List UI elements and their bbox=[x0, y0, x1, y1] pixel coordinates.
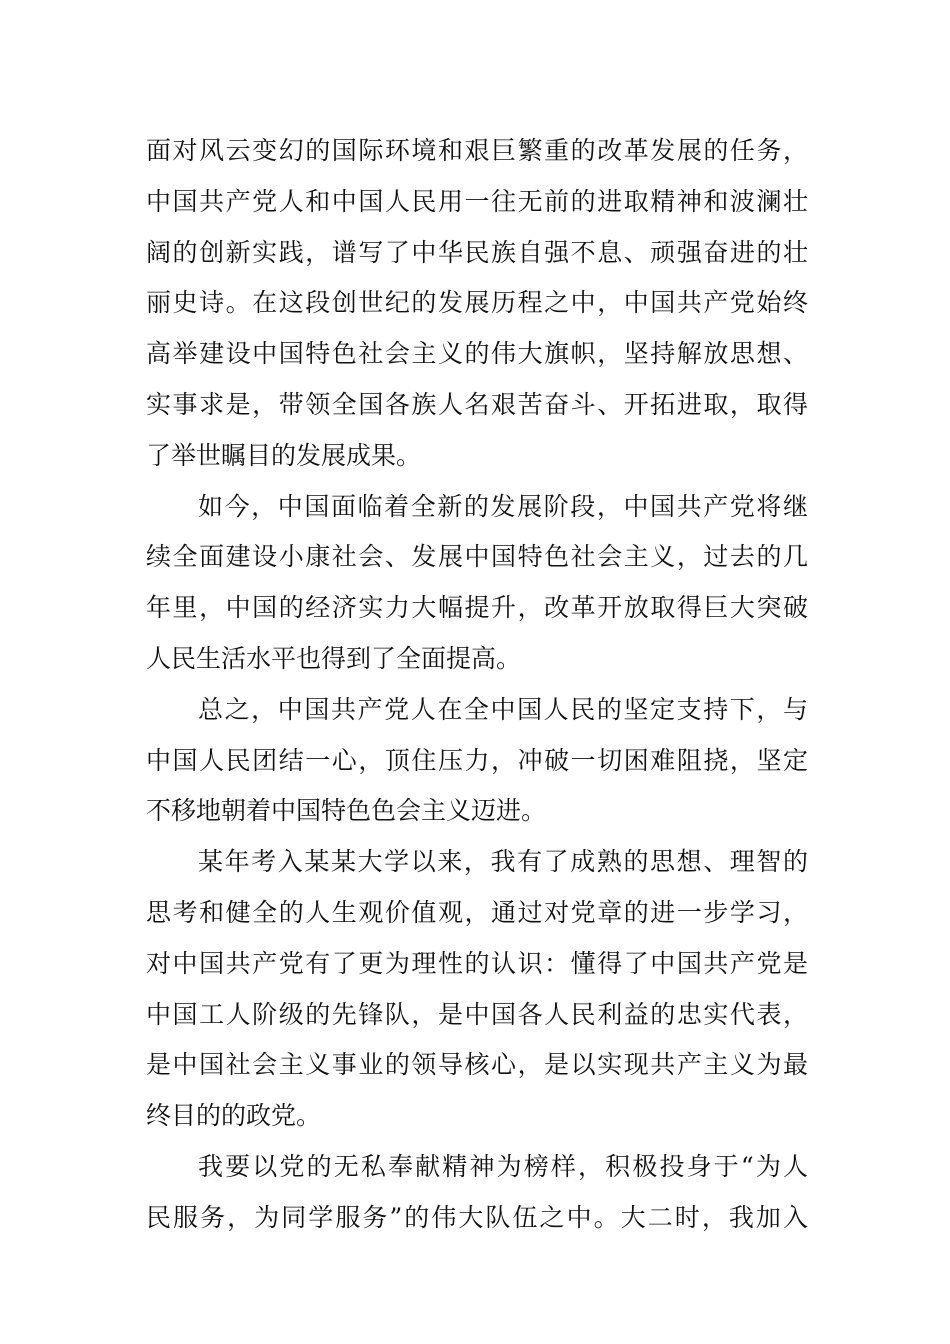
text-line: 高举建设中国特色社会主义的伟大旗帜，坚持解放思想、 bbox=[146, 339, 808, 369]
paragraph-2 bbox=[146, 482, 808, 685]
text-line: 了举世瞩目的发展成果。 bbox=[146, 440, 422, 470]
paragraph-4 bbox=[146, 837, 808, 1142]
text-line: 面对风云变幻的国际环境和艰巨繁重的改革发展的任务， bbox=[146, 136, 808, 165]
text-line: 丽史诗。在这段创世纪的发展历程之中，中国共产党始终 bbox=[146, 288, 808, 318]
text-line: 阔的创新实践，谱写了中华民族自强不息、顽强奋进的壮 bbox=[146, 237, 808, 267]
text-line: 思考和健全的人生观价值观，通过对党章的进一步学习， bbox=[146, 897, 808, 927]
text-line: 对中国共产党有了更为理性的认识：懂得了中国共产党是 bbox=[146, 948, 808, 978]
paragraph-3 bbox=[146, 685, 808, 837]
body-text bbox=[146, 126, 808, 1244]
text-line: 续全面建设小康社会、发展中国特色社会主义，过去的几 bbox=[146, 542, 808, 572]
text-line: 中国人民团结一心，顶住压力，冲破一切困难阻挠，坚定 bbox=[146, 745, 808, 775]
paragraph-5 bbox=[146, 1142, 808, 1244]
text-line: 民服务，为同学服务”的伟大队伍之中。大二时，我加入 bbox=[146, 1202, 808, 1232]
text-line: 如今，中国面临着全新的发展阶段，中国共产党将继 bbox=[198, 491, 808, 521]
text-line: 中国工人阶级的先锋队，是中国各人民利益的忠实代表， bbox=[146, 999, 808, 1029]
text-line: 中国共产党人和中国人民用一往无前的进取精神和波澜壮 bbox=[146, 186, 808, 216]
text-line: 实事求是，带领全国各族人名艰苦奋斗、开拓进取，取得 bbox=[146, 389, 808, 419]
text-line: 终目的的政党。 bbox=[146, 1101, 322, 1131]
text-line: 我要以党的无私奉献精神为榜样，积极投身于“为人 bbox=[198, 1151, 808, 1181]
text-line: 不移地朝着中国特色色会主义迈进。 bbox=[146, 796, 547, 826]
paragraph-1 bbox=[146, 126, 808, 482]
text-line: 某年考入某某大学以来，我有了成熟的思想、理智的 bbox=[198, 847, 808, 877]
text-line: 年里，中国的经济实力大幅提升，改革开放取得巨大突破 bbox=[146, 593, 808, 623]
text-line: 总之，中国共产党人在全中国人民的坚定支持下，与 bbox=[198, 694, 808, 724]
text-line: 是中国社会主义事业的领导核心，是以实现共产主义为最 bbox=[146, 1050, 808, 1080]
text-line: 人民生活水平也得到了全面提高。 bbox=[146, 643, 522, 673]
